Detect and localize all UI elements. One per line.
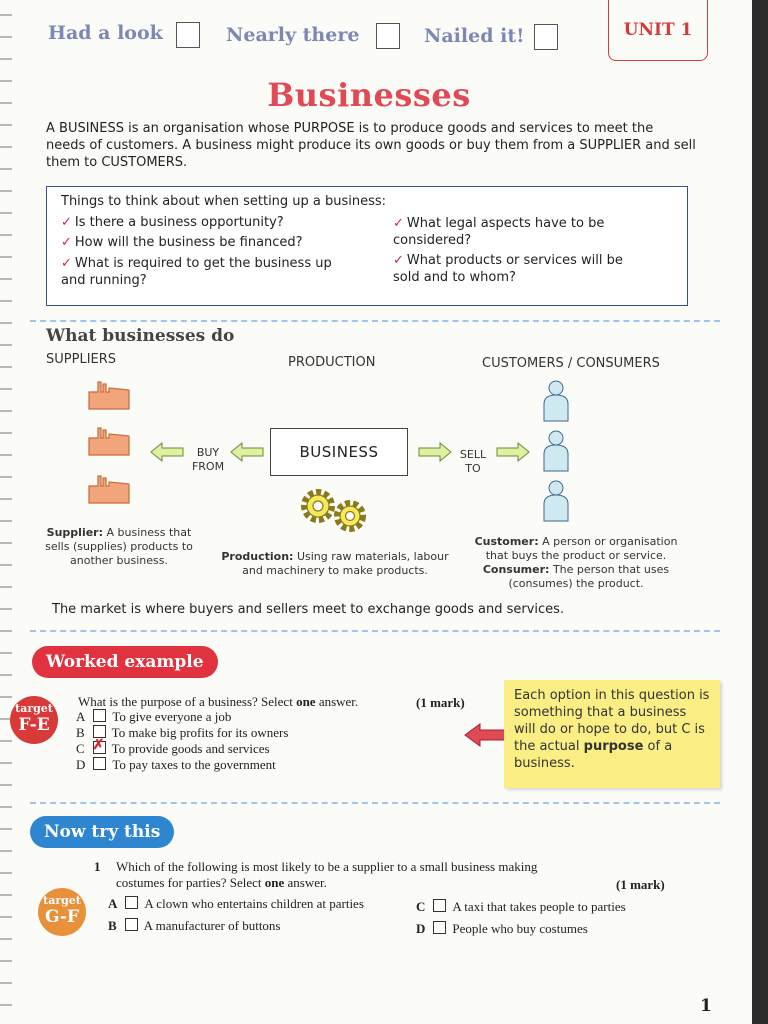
factory-icon <box>88 474 130 504</box>
answer-checkbox[interactable] <box>433 921 446 934</box>
try-option-b: B A manufacturer of buttons <box>108 918 281 933</box>
answer-checkbox[interactable] <box>93 709 106 722</box>
tick-icon: ✓ <box>393 253 404 268</box>
cross-mark-icon: ✗ <box>92 738 105 753</box>
target-badge: target G-F <box>38 888 86 936</box>
nearly-there-label: Nearly there <box>226 24 360 46</box>
worked-option-a: A To give everyone a job <box>76 709 232 724</box>
try-marks: (1 mark) <box>616 877 665 892</box>
arrow-left-icon <box>150 442 184 462</box>
worked-marks: (1 mark) <box>416 695 465 710</box>
question-number: 1 <box>94 859 101 874</box>
tick-icon: ✓ <box>393 216 404 231</box>
production-label: PRODUCTION <box>288 355 376 370</box>
page-title: Businesses <box>267 76 471 114</box>
now-try-this-label: Now try this <box>30 816 174 848</box>
think-item: ✓ What legal aspects have to be considered? <box>393 216 605 248</box>
business-box: BUSINESS <box>270 428 408 476</box>
supplier-definition: Supplier: A business that sells (supplies) products to another business. <box>45 526 193 567</box>
answer-checkbox[interactable] <box>93 757 106 770</box>
answer-checkbox[interactable] <box>433 899 446 912</box>
worked-example-label: Worked example <box>32 646 218 678</box>
worked-option-c: C ✗ To provide goods and services <box>76 738 270 756</box>
had-a-look-label: Had a look <box>48 22 163 44</box>
try-option-a: A A clown who entertains children at parties <box>108 896 364 911</box>
market-definition: The market is where buyers and sellers meet to exchange goods and services. <box>52 602 565 617</box>
pointer-arrow-icon <box>464 722 508 748</box>
answer-checkbox[interactable] <box>93 725 106 738</box>
try-question: Which of the following is most likely to be a supplier to a small business making costumes for parties? Select one answer. <box>116 859 538 890</box>
answer-checkbox[interactable] <box>125 918 138 931</box>
arrow-left-icon <box>230 442 264 462</box>
person-icon <box>542 380 570 422</box>
section-divider <box>30 630 720 632</box>
buy-from-label: BUY FROM <box>191 446 225 473</box>
intro-text: A BUSINESS is an organisation whose PURPOSE is to produce goods and services to meet the needs of customers. A business might produce its own goods or buy them from a SUPPLIER and sell them to CUSTOMERS. <box>46 121 696 170</box>
had-a-look-checkbox[interactable] <box>176 22 200 48</box>
sell-to-label: SELL TO <box>459 448 487 475</box>
customer-definition: Customer: A person or organisation that buys the product or service. Consumer: The person that uses (consumes) the product. <box>474 535 678 590</box>
think-item: ✓ Is there a business opportunity? <box>61 215 284 230</box>
try-option-d: D People who buy costumes <box>416 921 588 936</box>
person-icon <box>542 430 570 472</box>
factory-icon <box>88 380 130 410</box>
nailed-it-checkbox[interactable] <box>534 24 558 50</box>
think-item: ✓ What is required to get the business up and running? <box>61 256 332 288</box>
section-divider <box>30 320 720 322</box>
target-badge: target F-E <box>10 696 58 744</box>
think-item: ✓ What products or services will be sold and to whom? <box>393 253 623 285</box>
try-option-c: C A taxi that takes people to parties <box>416 899 626 914</box>
arrow-right-icon <box>496 442 530 462</box>
customers-label: CUSTOMERS / CONSUMERS <box>482 356 660 371</box>
nailed-it-label: Nailed it! <box>424 25 525 47</box>
answer-checkbox[interactable] <box>125 896 138 909</box>
section-divider <box>30 802 720 804</box>
worked-option-b: B To make big profits for its owners <box>76 725 289 740</box>
page-edge <box>752 0 768 1024</box>
think-about-box <box>46 186 688 306</box>
answer-checkbox-checked[interactable] <box>92 738 106 754</box>
tick-icon: ✓ <box>61 215 72 230</box>
sticky-note: Each option in this question is something that a business will do or hope to do, but C is the actual purpose of a business. <box>504 680 720 788</box>
worked-question: What is the purpose of a business? Select one answer. <box>78 694 359 709</box>
gears-icon <box>298 486 372 534</box>
person-icon <box>542 480 570 522</box>
factory-icon <box>88 426 130 456</box>
production-definition: Production: Using raw materials, labour and machinery to make products. <box>221 550 449 577</box>
page-number: 1 <box>700 996 712 1016</box>
unit-tab: UNIT 1 <box>608 0 708 61</box>
suppliers-label: SUPPLIERS <box>46 352 117 367</box>
think-item: ✓ How will the business be financed? <box>61 235 303 250</box>
binder-rings <box>0 0 12 1024</box>
tick-icon: ✓ <box>61 235 72 250</box>
section-heading: What businesses do <box>46 326 235 346</box>
worked-option-d: D To pay taxes to the government <box>76 757 276 772</box>
tick-icon: ✓ <box>61 256 72 271</box>
nearly-there-checkbox[interactable] <box>376 23 400 49</box>
think-box-heading: Things to think about when setting up a business: <box>61 194 387 209</box>
arrow-right-icon <box>418 442 452 462</box>
